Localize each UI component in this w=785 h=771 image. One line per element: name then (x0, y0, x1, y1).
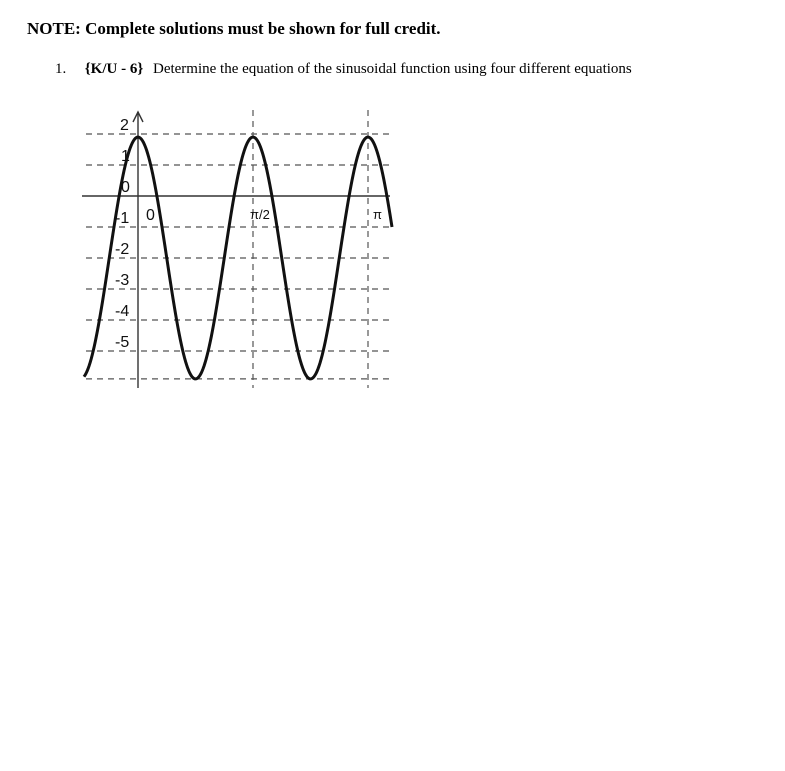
x-tick-label-pi-half: π/2 (250, 207, 270, 222)
question-tag: {K/U - 6} (84, 61, 144, 77)
y-tick-label: -3 (115, 272, 130, 289)
y-tick-label: 2 (120, 117, 129, 134)
y-tick-label: -5 (115, 334, 130, 351)
origin-label: 0 (146, 207, 155, 224)
y-tick-label: -4 (115, 303, 130, 320)
question-number: 1. (55, 61, 67, 77)
y-tick-label: 0 (121, 179, 130, 196)
y-tick-label: -1 (115, 210, 130, 227)
grid-lines (86, 110, 390, 388)
question-text: Determine the equation of the sinusoidal function using four different equations (152, 61, 632, 77)
credit-note: NOTE: Complete solutions must be shown for full credit. (27, 19, 441, 38)
x-tick-label-pi: π (373, 207, 382, 222)
y-tick-label: -2 (115, 241, 130, 258)
y-tick-label: 1 (121, 148, 130, 165)
